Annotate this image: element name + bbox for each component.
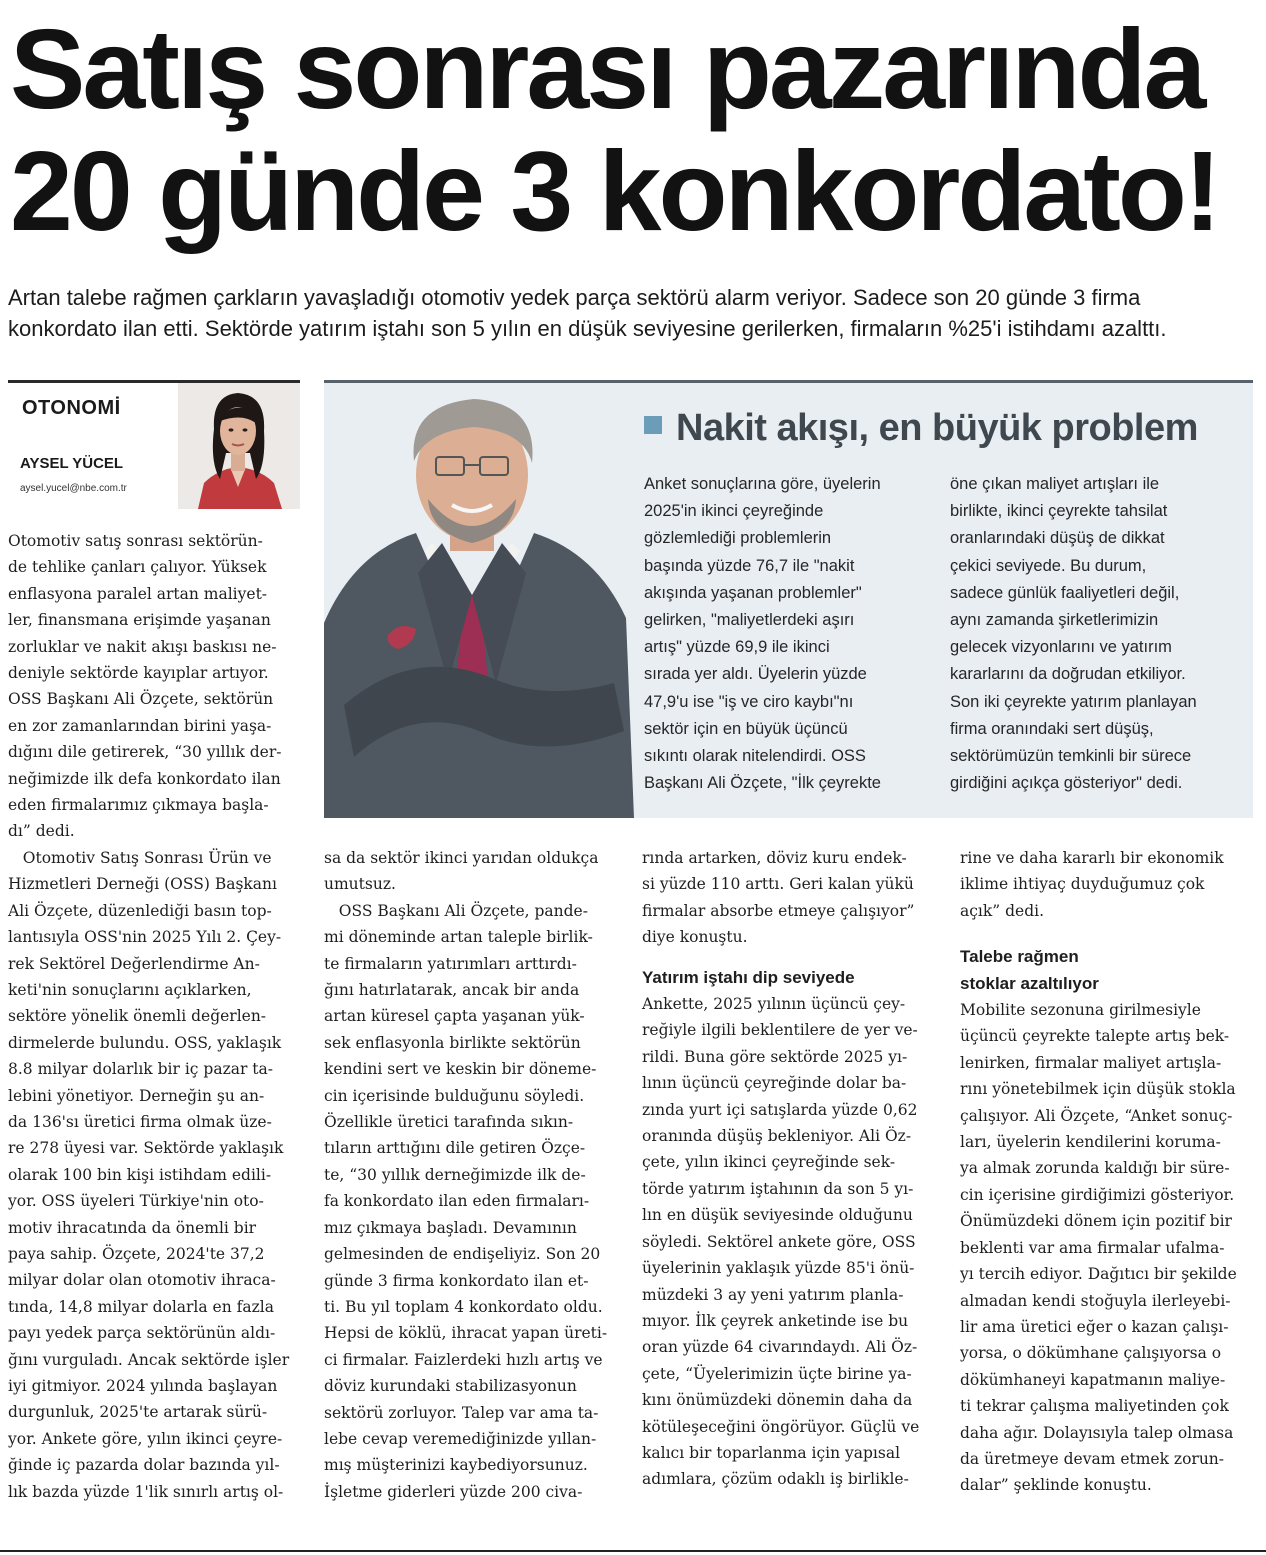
article-line: durgunluk, 2025'te artarak sürü- (8, 1403, 268, 1422)
box-line: başında yüzde 76,7 ile "nakit (644, 556, 855, 575)
article-line: gelmesinden de endişeliyiz. Son 20 (324, 1245, 601, 1264)
article-line: Ankette, 2025 yılının üçüncü çey- (642, 995, 906, 1014)
article-line: rildi. Buna göre sektörde 2025 yı- (642, 1047, 908, 1066)
article-line: cin içerisinde bulduğunu söyledi. (324, 1086, 585, 1105)
article-line: Otomotiv satış sonrası sektörün- (8, 532, 263, 550)
article-line: rine ve daha kararlı bir ekonomik (960, 849, 1224, 867)
article-line: oran yüzde 64 civarındaydı. Ali Öz- (642, 1338, 918, 1357)
box-line: gelirken, "maliyetlerdeki aşırı (644, 611, 855, 630)
author-photo (178, 383, 300, 509)
article-line: lın en düşük seviyesinde olduğunu (642, 1206, 913, 1225)
article-line: yı tercih ediyor. Dağıtıcı bir şekilde (960, 1265, 1237, 1284)
article-line: tıların arttığını dile getiren Özçe- (324, 1139, 586, 1158)
article-column-2 (324, 845, 607, 1505)
author-name: AYSEL YÜCEL (20, 455, 124, 472)
article-line: eden firmalarımız çıkmaya başla- (8, 796, 269, 815)
box-line: sadece günlük faaliyetleri değil, (950, 583, 1180, 602)
article-line: Önümüzdeki dönem için pozitif bir (960, 1212, 1232, 1231)
article-line: kalıcı bir toparlanma için yapısal (642, 1443, 901, 1462)
article-line: yor. OSS üyeleri Türkiye'nin oto- (8, 1192, 264, 1211)
square-bullet-icon (644, 416, 662, 434)
box-line: sektörümüzün temkinli bir sürece (950, 747, 1192, 766)
headline (10, 8, 1260, 252)
article-line: 8.8 milyar dolarlık bir iç pazar ta- (8, 1060, 274, 1079)
article-line: enflasyona paralel artan maliyet- (8, 584, 268, 603)
headline-line: 20 günde 3 konkordato! (10, 128, 1219, 254)
author-box (8, 380, 300, 509)
person-photo (324, 383, 634, 818)
article-line: sa da sektör ikinci yarıdan oldukça (324, 849, 599, 867)
article-line: dirmelerde bulundu. OSS, yaklaşık (8, 1033, 282, 1052)
article-line: lantısıyla OSS'nin 2025 Yılı 2. Çey- (8, 928, 282, 947)
box-line: artış" yüzde 69,9 ile ikinci (644, 638, 830, 657)
article-line: Ali Özçete, düzenlediği basın top- (8, 901, 272, 920)
article-line: te, “30 yıllık derneğimizde ilk de- (324, 1165, 586, 1184)
article-line: de tehlike çanları çalıyor. Yüksek (8, 558, 267, 577)
article-line: umutsuz. (324, 875, 396, 894)
article-line: motiv ihracatında da önemli bir (8, 1218, 257, 1237)
box-line: sırada yer aldı. Üyelerin yüzde (644, 665, 867, 684)
box-line: 47,9'u ise "iş ve ciro kaybı"nı (644, 692, 854, 711)
article-line: adımlara, çözüm odaklı iş birlikle- (642, 1470, 909, 1489)
article-line: açık” dedi. (960, 901, 1045, 920)
article-line: milyar dolar olan otomotiv ihraca- (8, 1271, 276, 1290)
article-line: üçüncü çeyrekte talepte artış bek- (960, 1027, 1230, 1046)
article-line: si yüzde 110 arttı. Geri kalan yükü (642, 875, 914, 894)
article-line: iklime ihtiyaç duyduğumuz çok (960, 875, 1205, 894)
article-line: reğiyle ilgili beklentilere de yer ve- (642, 1021, 918, 1040)
box-line: öne çıkan maliyet artışları ile (950, 475, 1160, 493)
box-line: firma oranındaki sert düşüş, (950, 719, 1154, 738)
box-line: aynı zamanda şirketlerimizin (950, 611, 1159, 630)
article-line: ler, finansmana erişimde yaşanan (8, 611, 271, 630)
article-line: rında artarken, döviz kuru endek- (642, 849, 907, 867)
box-title (644, 407, 1198, 450)
article-line: OSS Başkanı Ali Özçete, sektörün (8, 690, 274, 709)
subheading: Yatırım iştahı dip seviyede (642, 967, 855, 987)
box-line: gelecek vizyonlarını ve yatırım (950, 638, 1172, 657)
subheading: Talebe rağmen (960, 947, 1079, 967)
article-line: olarak 100 bin kişi istihdam edili- (8, 1165, 272, 1184)
article-line: ğını hatırlatarak, ancak bir anda (324, 981, 580, 1000)
article-line: ları, üyelerin kendilerini koruma- (960, 1133, 1221, 1152)
article-line: da üretmeye devam etmek zorun- (960, 1449, 1225, 1468)
article-line: artan küresel çapta yaşanan yük- (324, 1007, 585, 1026)
article-line: günde 3 firma konkordato ilan et- (324, 1271, 589, 1290)
article-line: en zor zamanlarından birini yaşa- (8, 716, 272, 735)
article-line: zorluklar ve nakit akışı baskısı ne- (8, 637, 277, 656)
box-line: akışında yaşanan problemler" (644, 583, 862, 602)
article-line: ti. Bu yıl toplam 4 konkordato oldu. (324, 1297, 603, 1316)
article-line: rını yönetebilmek için düşük stokla (960, 1080, 1236, 1099)
article-line: sektöre yönelik önemli değerlen- (8, 1007, 267, 1026)
article-line: payı yedek parça sektörünün aldı- (8, 1324, 276, 1343)
article-line: sektörü zorluyor. Talep var ama ta- (324, 1403, 599, 1422)
article-line: dığını dile getirerek, “30 yıllık der- (8, 743, 282, 762)
article-line: ti tekrar çalışma maliyetinden çok (960, 1397, 1229, 1416)
article-line: müzdeki 3 ay yeni yatırım planla- (642, 1285, 904, 1304)
article-column-4 (960, 845, 1237, 1499)
box-text-column-2 (950, 471, 1197, 797)
article-line: lının üçüncü çeyreğinde dolar ba- (642, 1074, 907, 1093)
article-line: mız çıkmaya başladı. Devamının (324, 1218, 577, 1237)
box-text-column-1 (644, 471, 881, 797)
box-title-text: Nakit akışı, en büyük problem (676, 407, 1198, 449)
article-line: sek enflasyonla birlikte sektörün (324, 1033, 581, 1052)
box-line: Başkanı Ali Özçete, "İlk çeyrekte (644, 774, 881, 793)
article-line: cin içerisine girdiğimizi gösteriyor. (960, 1185, 1235, 1204)
box-line: kararlarını da doğrudan etkiliyor. (950, 665, 1186, 684)
article-line: yorsa, o dökümhane çalışıyorsa o (960, 1344, 1222, 1363)
article-line: zında yurt içi satışlarda yüzde 0,62 (642, 1100, 918, 1119)
article-line: ğını vurguladı. Ancak sektörde işler (8, 1350, 290, 1369)
article-line: iyi gitmiyor. 2024 yılında başlayan (8, 1377, 278, 1395)
box-line: oranlarındaki düşüş de dikkat (950, 529, 1165, 548)
article-line: lir ama üretici eğer o kazan çalışı- (960, 1317, 1229, 1336)
article-line: dı” dedi. (8, 822, 75, 841)
article-line: kötüleşeceğini öngörüyor. Güçlü ve (642, 1417, 920, 1436)
article-line: OSS Başkanı Ali Özçete, pande- (324, 901, 588, 920)
article-line: re 278 üyesi var. Sektörde yaklaşık (8, 1139, 284, 1158)
article-line: Hepsi de köklü, ihracat yapan üreti- (324, 1324, 608, 1343)
article-line: söyledi. Sektörel ankete göre, OSS (642, 1232, 916, 1251)
headline-line: Satış sonrası pazarında (10, 6, 1204, 132)
interview-box (324, 380, 1253, 818)
article-line: mıyor. İlk çeyrek anketinde ise bu (642, 1311, 909, 1330)
spot-line: Artan talebe rağmen çarkların yavaşladığı otomotiv yedek parça sektörü alarm veriyor. Sadece son 20 günde 3 firma (8, 285, 1141, 310)
article-line: tında, 14,8 milyar dolarla en fazla (8, 1297, 274, 1316)
box-line: sektör için en büyük üçüncü (644, 719, 848, 738)
article-line: Hizmetleri Derneği (OSS) Başkanı (8, 875, 277, 894)
article-line: çete, yılın ikinci çeyreğinde sek- (642, 1153, 896, 1172)
article-line: İşletme giderleri yüzde 200 civa- (324, 1482, 583, 1501)
article-line: neğimizde ilk defa konkordato ilan (8, 769, 281, 788)
box-line: sıkıntı olarak nitelendirdi. OSS (644, 747, 866, 766)
article-line: törde yatırım iştahının da son 5 yı- (642, 1179, 914, 1198)
article-line: mi döneminde artan taleple birlik- (324, 928, 593, 947)
article-line: ğinde iç pazarda dolar bazında yıl- (8, 1456, 280, 1475)
article-line: diye konuştu. (642, 928, 748, 947)
article-line: beklenti var ama firmalar ufalma- (960, 1238, 1225, 1257)
article-line: da 136'sı üretici firma olmak üze- (8, 1112, 272, 1131)
article-column-3 (642, 845, 919, 1493)
article-line: rek Sektörel Değerlendirme An- (8, 954, 260, 973)
article-line: Mobilite sezonuna girilmesiyle (960, 1001, 1201, 1020)
article-line: üyelerinin yaklaşık yüzde 85'i önü- (642, 1259, 915, 1278)
article-line: Özellikle üretici tarafında sıkın- (324, 1113, 574, 1132)
article-line: Otomotiv Satış Sonrası Ürün ve (8, 848, 272, 867)
article-line: mış müşterinizi kaybediyorsunuz. (324, 1456, 588, 1475)
article-line: keti'nin sonuçlarını açıklarken, (8, 980, 252, 999)
box-line: girdiğini açıkça gösteriyor" dedi. (950, 774, 1183, 793)
article-line: oranında düşüş bekleniyor. Ali Öz- (642, 1127, 912, 1146)
article-line: lebe cevap veremediğinizde yıllan- (324, 1429, 597, 1448)
box-line: birlikte, ikinci çeyrekte tahsilat (950, 502, 1168, 521)
article-line: kını önümüzdeki dönemin daha da (642, 1391, 913, 1410)
box-line: çekici seviyede. Bu durum, (950, 556, 1147, 575)
article-line: deniyle sektörde kayıplar artıyor. (8, 664, 269, 683)
spot-line: konkordato ilan etti. Sektörde yatırım iştahı son 5 yılın en düşük seviyesine gerilerken, firmaların %25'i istihdamı azalttı. (8, 316, 1167, 341)
article-line: fa konkordato ilan eden firmaları- (324, 1192, 590, 1211)
article-line: çalışıyor. Ali Özçete, “Anket sonuç- (960, 1106, 1233, 1125)
bottom-divider (0, 1550, 1266, 1552)
article-line: dalar” şeklinde konuştu. (960, 1476, 1152, 1495)
article-line: dökümhaneyi kapatmanın maliye- (960, 1370, 1226, 1389)
article-line: döviz kurundaki stabilizasyonun (324, 1377, 577, 1396)
article-line: lenirken, firmalar maliyet artışla- (960, 1053, 1222, 1072)
article-line: kendini sert ve keskin bir döneme- (324, 1060, 597, 1079)
column-name: OTONOMİ (22, 397, 121, 419)
article-line: almadan kendi stoğuyla ilerleyebi- (960, 1291, 1231, 1310)
article-column-1 (8, 528, 289, 1505)
article-line: lık bazda yüzde 1'lik sınırlı artış ol- (8, 1482, 284, 1501)
article-line: paya sahip. Özçete, 2024'te 37,2 (8, 1244, 265, 1263)
box-line: Anket sonuçlarına göre, üyelerin (644, 475, 881, 493)
article-line: ya almak zorunda kaldığı bir süre- (960, 1159, 1230, 1178)
article-line: ci firmalar. Faizlerdeki hızlı artış ve (324, 1350, 603, 1369)
article-line: lebini yönetiyor. Derneğin şu an- (8, 1086, 265, 1105)
box-line: 2025'in ikinci çeyreğinde (644, 502, 824, 521)
article-line: çete, “Üyelerimizin üçte birine ya- (642, 1364, 912, 1383)
author-email: aysel.yucel@nbe.com.tr (20, 483, 127, 494)
article-line: yor. Ankete göre, yılın ikinci çeyre- (8, 1429, 283, 1448)
box-line: gözlemlediği problemlerin (644, 529, 832, 548)
article-line: te firmaların yatırımları arttırdı- (324, 954, 577, 973)
spot-text (8, 282, 1260, 344)
article-line: firmalar absorbe etmeye çalışıyor” (642, 901, 915, 920)
box-line: Son iki çeyrekte yatırım planlayan (950, 692, 1197, 711)
article-line: daha ağır. Dolayısıyla talep olmasa (960, 1423, 1234, 1442)
subheading: stoklar azaltılıyor (960, 973, 1099, 993)
